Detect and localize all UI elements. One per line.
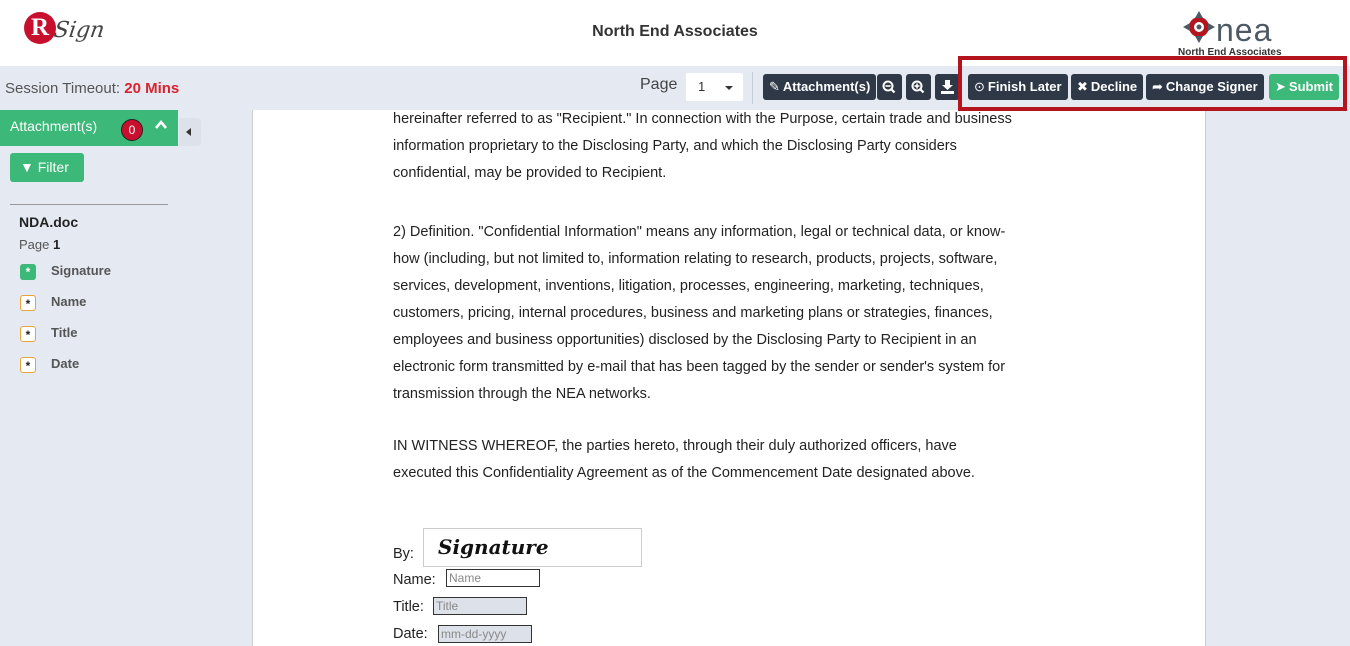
text-line: executed this Confidentiality Agreement as of the Commencement Date designated above.	[393, 465, 975, 481]
close-icon: ✖	[1077, 79, 1088, 94]
document-paragraph-2	[393, 219, 1073, 408]
zoom-out-button[interactable]	[877, 74, 902, 100]
session-timeout-value: 20 Mins	[124, 80, 180, 97]
asterisk-green-icon: *	[20, 264, 36, 280]
document-paragraph-3	[393, 433, 1073, 487]
document-paragraph-1	[393, 106, 1073, 187]
session-timeout-label: Session Timeout:	[5, 80, 121, 97]
attachments-button-label: Attachment(s)	[782, 79, 871, 94]
text-line: how (including, but not limited to, information relating to research, products, projects, software,	[393, 251, 998, 267]
zoom-in-icon	[906, 74, 931, 100]
date-field[interactable]: mm-dd-yyyy	[438, 625, 532, 643]
text-line: electronic form transmitted by e-mail that has been tagged by the sender or sender's system for	[393, 359, 1006, 375]
text-line: IN WITNESS WHEREOF, the parties hereto, through their duly authorized officers, have	[393, 438, 957, 454]
text-line: confidential, may be provided to Recipient.	[393, 165, 667, 181]
text-line: information proprietary to the Disclosing Party, and which the Disclosing Party considers	[393, 138, 957, 154]
submit-label: Submit	[1288, 79, 1333, 94]
asterisk-yellow-icon: *	[20, 326, 36, 342]
text-line: transmission through the NEA networks.	[393, 386, 651, 402]
decline-label: Decline	[1090, 79, 1138, 94]
divider	[10, 204, 168, 205]
company-logo	[1178, 8, 1288, 60]
chevron-left-icon	[186, 128, 191, 136]
download-button[interactable]	[935, 74, 960, 100]
chevron-up-icon	[154, 118, 168, 132]
name-label: Name:	[393, 572, 436, 588]
date-label: Date:	[393, 626, 428, 642]
download-icon	[935, 74, 960, 100]
attachments-panel-header[interactable]	[0, 110, 178, 146]
attachments-count-badge: 0	[121, 119, 143, 141]
field-item-label: Title	[51, 325, 78, 340]
signature-field[interactable]	[423, 528, 642, 567]
field-item-label: Signature	[51, 263, 111, 278]
page-info-number: 1	[53, 237, 61, 252]
field-item-label: Date	[51, 356, 80, 371]
attachments-panel-label: Attachment(s)	[10, 118, 98, 134]
company-logo-subtitle: North End Associates	[1178, 47, 1282, 58]
text-line: customers, pricing, internal procedures, business and marketing plans or strategies, finances,	[393, 305, 993, 321]
text-line: 2) Definition. "Confidential Information" means any information, legal or technical data, or know-	[393, 224, 1006, 240]
company-logo-mark-icon	[1180, 8, 1218, 46]
paperclip-icon: ✎	[769, 79, 780, 94]
text-line: services, development, inventions, litigation, processes, engineering, marketing, techniques,	[393, 278, 984, 294]
company-logo-text: nea	[1216, 12, 1273, 48]
rsign-logo-text: Sign	[52, 18, 107, 43]
by-label: By:	[393, 546, 414, 562]
field-item-label: Name	[51, 294, 87, 309]
title-label: Title:	[393, 599, 424, 615]
toolbar-divider	[752, 72, 753, 104]
sidebar	[0, 110, 178, 646]
signature-field-text: Signature	[438, 535, 549, 559]
finish-later-label: Finish Later	[987, 79, 1062, 94]
asterisk-yellow-icon: *	[20, 295, 36, 311]
page-select[interactable]	[686, 73, 743, 101]
zoom-in-button[interactable]	[906, 74, 931, 100]
paper-plane-icon: ➤	[1275, 79, 1286, 94]
asterisk-yellow-icon: *	[20, 357, 36, 373]
page-select-value: 1	[698, 79, 706, 94]
filter-button-label: Filter	[37, 159, 69, 175]
collapse-sidebar-button[interactable]	[179, 118, 201, 146]
name-field[interactable]: Name	[446, 569, 540, 587]
filter-icon: ▼	[20, 159, 34, 175]
page-info	[19, 237, 60, 252]
session-timeout	[5, 80, 179, 97]
document-name[interactable]: NDA.doc	[19, 214, 79, 230]
zoom-out-icon	[877, 74, 902, 100]
page-label: Page	[640, 76, 678, 93]
title-field[interactable]: Title	[433, 597, 527, 615]
share-arrow-icon: ➦	[1152, 79, 1163, 94]
text-line: hereinafter referred to as "Recipient." In connection with the Purpose, certain trade and business	[393, 111, 1012, 127]
filter-button[interactable]	[10, 153, 84, 182]
page-info-label: Page	[19, 237, 50, 252]
action-buttons-highlight	[958, 56, 1347, 111]
change-signer-label: Change Signer	[1165, 79, 1258, 94]
chevron-down-icon	[725, 86, 733, 90]
page-title: North End Associates	[592, 23, 758, 40]
clock-icon: ⊙	[974, 79, 985, 94]
rsign-logo-mark: R	[24, 12, 56, 44]
attachments-button[interactable]	[763, 74, 876, 100]
text-line: employees and business opportunities) disclosed by the Disclosing Party to Recipient in an	[393, 332, 977, 348]
